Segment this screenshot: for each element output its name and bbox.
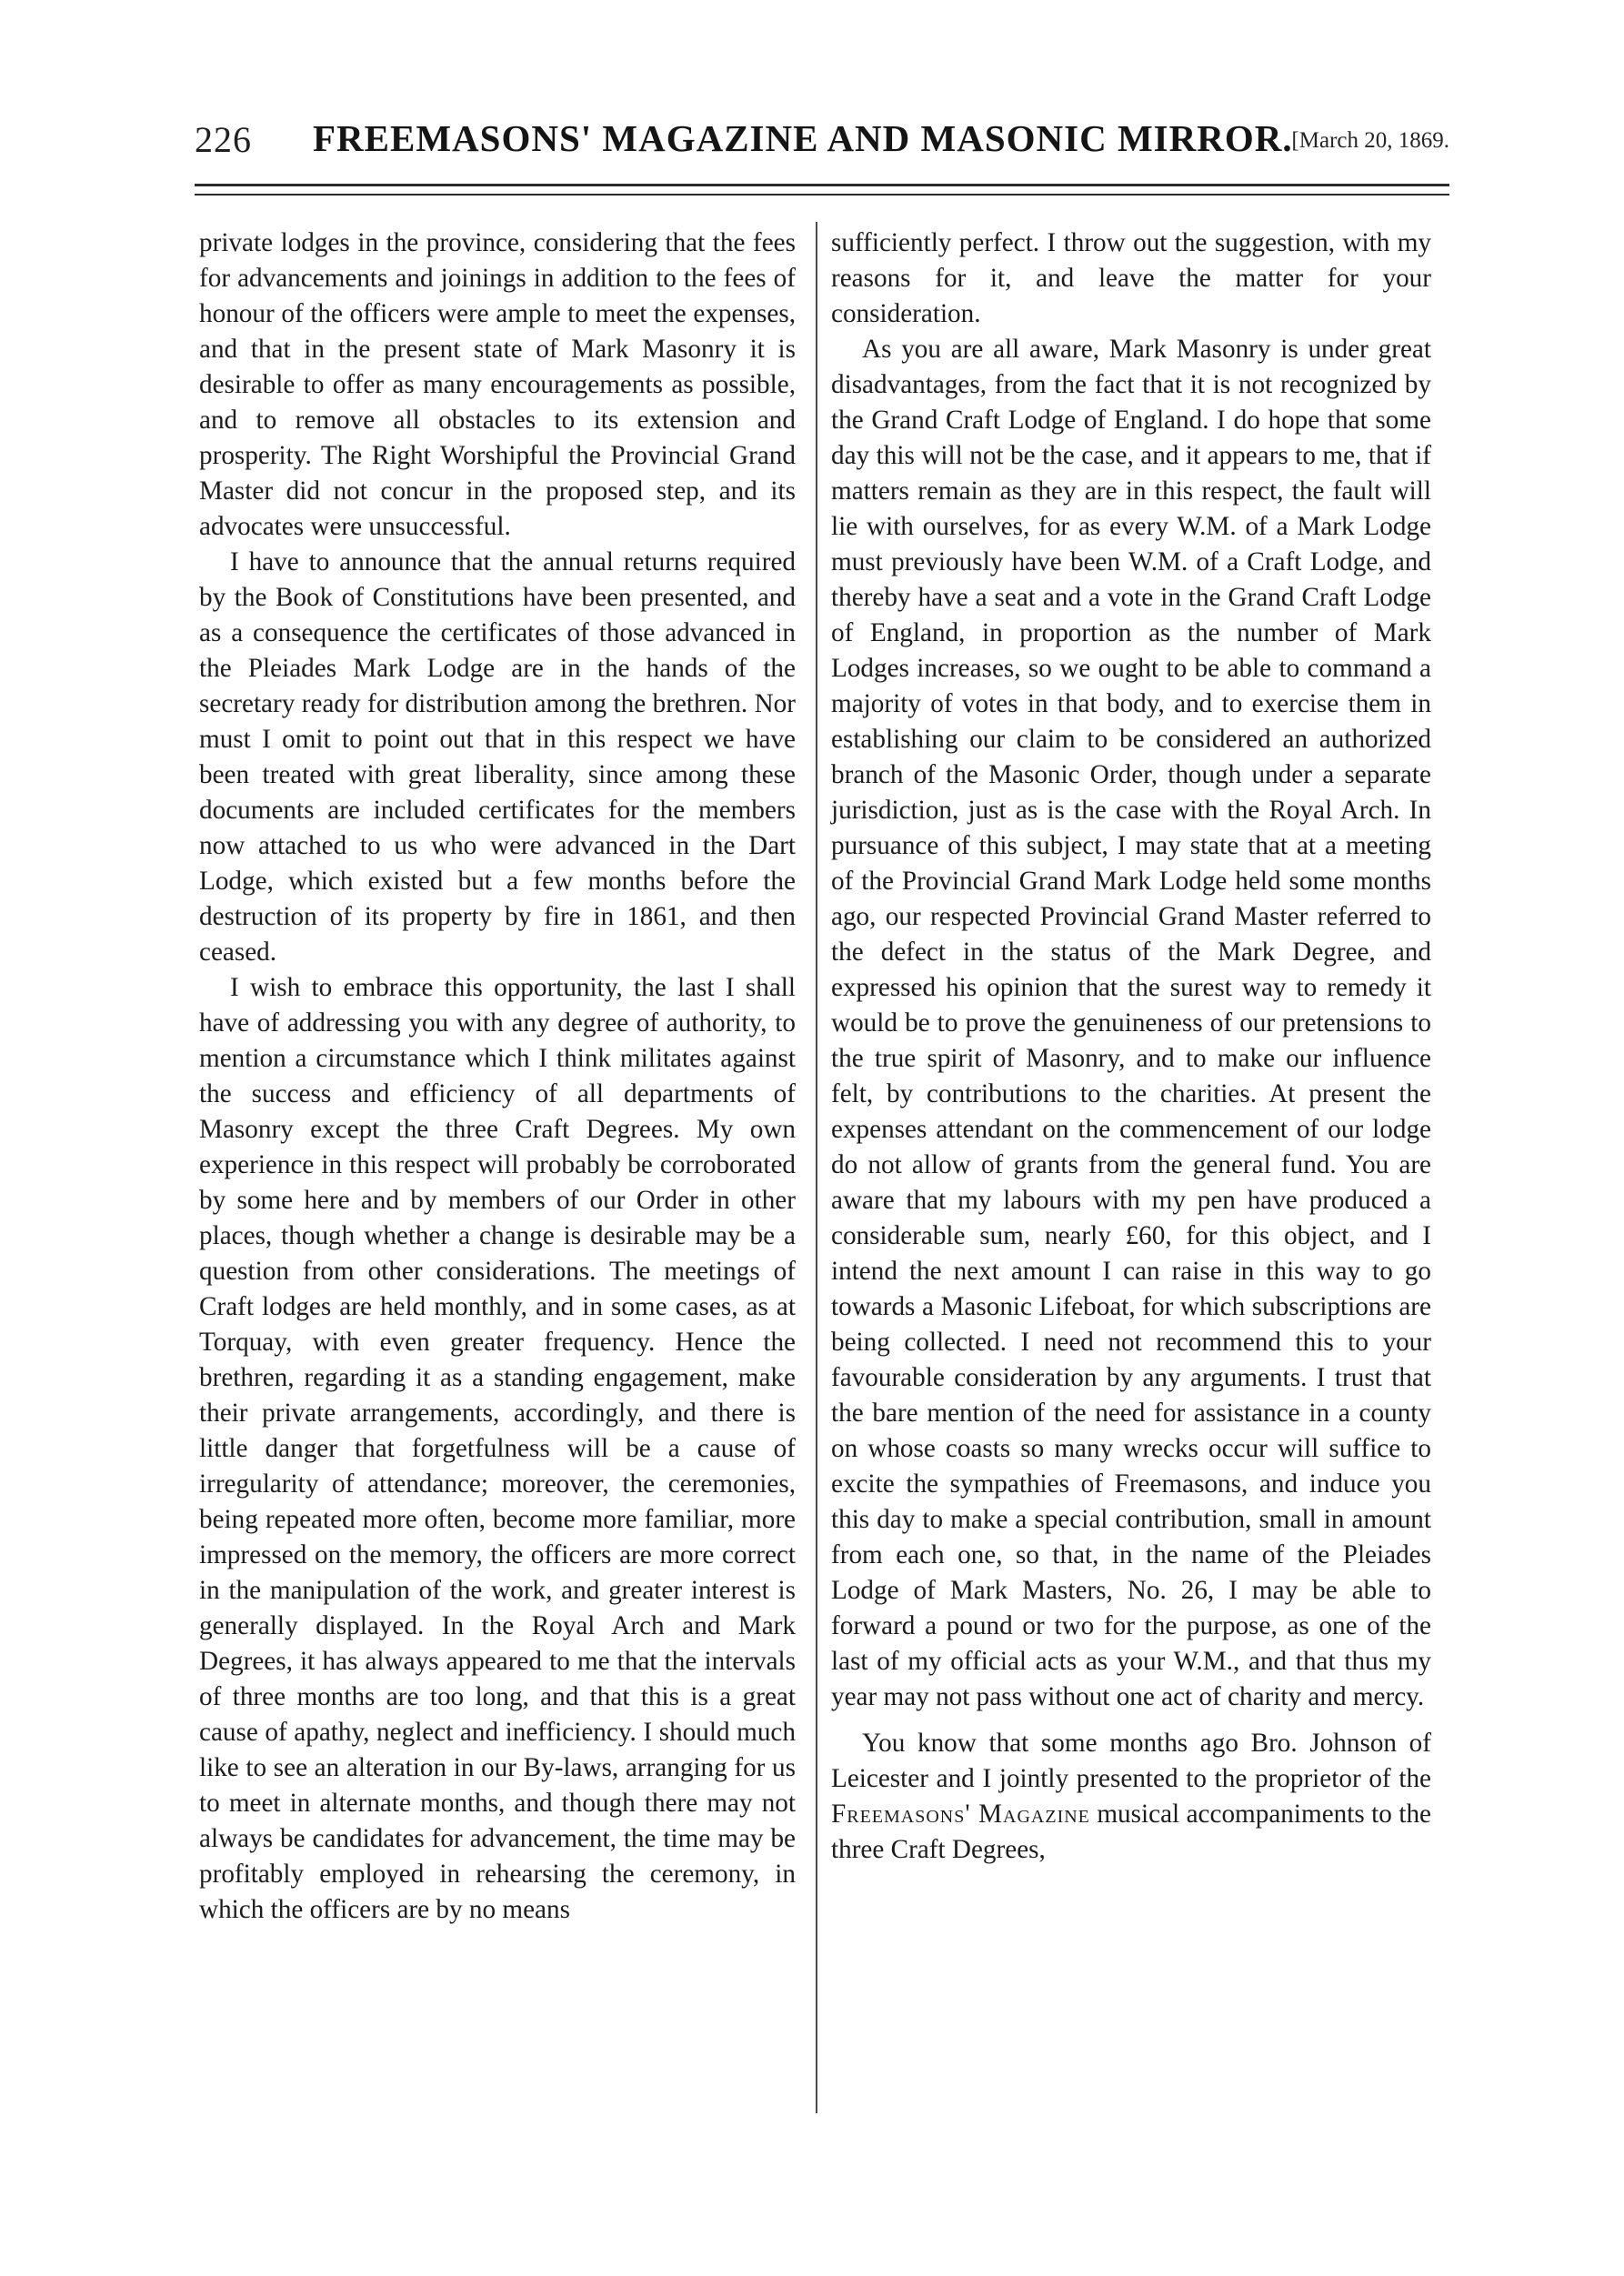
paragraph-text: You know that some months ago Bro. Johnson of Leicester and I jointly presented to the proprietor of the (831, 1729, 1431, 1793)
header-rule-bottom (195, 194, 1449, 196)
paragraph: sufficiently perfect. I throw out the suggestion, with my reasons for it, and leave the matter for your consideration. (831, 228, 1431, 328)
paragraph: As you are all aware, Mark Masonry is under great disadvantages, from the fact that it is not recognized by the Grand Craft Lodge of England. I do hope that some day this will not be the case, and it appears to me, that if matters remain as they are in this respect, the fault will lie with ourselves, for as every W.M. of a Mark Lodge must previously have been W.M. of a Craft Lodge, and thereby have a seat and a vote in the Grand Craft Lodge of England, in proportion as the number of Mark Lodges increases, so we ought to be able to command a majority of votes in that body, and to exercise them in establishing our claim to be considered an authorized branch of the Masonic Order, though under a separate jurisdiction, just as is the case with the Royal Arch. In pursuance of this subject, I may state that at a meeting of the Provincial Grand Mark Lodge held some months ago, our respected Provincial Grand Master referred to the defect in the status of the Mark Degree, and expressed his opinion that the surest way to remedy it would be to prove the genuineness of our pretensions to the true spirit of Masonry, and to make our influence felt, by contributions to the charities. At present the expenses attendant on the commencement of our lodge do not allow of grants from the general fund. You are aware that my labours with my pen have produced a considerable sum, nearly £60, for this object, and I intend the next amount I can raise in this way to go towards a Masonic Lifeboat, for which subscriptions are being collected. I need not recommend this to your favourable consideration by any arguments. I trust that the bare mention of the need for assistance in a county on whose coasts so many wrecks occur will suffice to excite the sympathies of Freemasons, and induce you this day to make a special contribution, small in amount from each one, so that, in the name of the Pleiades Lodge of Mark Masters, No. 26, I may be able to forward a pound or two for the purpose, as one of the last of my official acts as your W.M., and that thus my year may not pass without one act of charity and mercy. (831, 335, 1431, 1711)
paragraph (831, 1726, 1431, 1868)
column-divider (816, 222, 817, 2113)
running-title: FREEMASONS' MAGAZINE AND MASONIC MIRROR. (313, 117, 1293, 159)
paragraph: I wish to embrace this opportunity, the last I shall have of addressing you with any degree of authority, to mention a circumstance which I think militates against the success and efficiency of all departments of Masonry except the three Craft Degrees. My own experience in this respect will probably be corroborated by some here and by members of our Order in other places, though whether a change is desirable may be a question from other considerations. The meetings of Craft lodges are held monthly, and in some cases, as at Torquay, with even greater frequency. Hence the brethren, regarding it as a standing engagement, make their private arrangements, accordingly, and there is little danger that forgetfulness will be a cause of irregularity of attendance; moreover, the ceremonies, being repeated more often, become more familiar, more impressed on the memory, the officers are more correct in the manipulation of the work, and greater interest is generally displayed. In the Royal Arch and Mark Degrees, it has always appeared to me that the intervals of three months are too long, and that this is a great cause of apathy, neglect and inefficiency. I should much like to see an alteration in our By-laws, arranging for us to meet in alternate months, and though there may not always be candidates for advancement, the time may be profitably employed in rehearsing the ceremony, in which the officers are by no means (199, 973, 796, 1924)
page-number: 226 (195, 119, 252, 160)
page-header (195, 118, 1449, 182)
paragraph: private lodges in the province, considering that the fees for advancements and joinings in addition to the fees of honour of the officers were ample to meet the expenses, and that in the present state of Mark Masonry it is desirable to offer as many encouragements as possible, and to remove all obstacles to its extension and prosperity. The Right Worshipful the Provincial Grand Master did not concur in the proposed step, and its advocates were unsuccessful. (199, 228, 796, 541)
paragraph: I have to announce that the annual returns required by the Book of Constitutions have been presented, and as a consequence the certificates of those advanced in the Pleiades Mark Lodge are in the hands of the secretary ready for distribution among the brethren. Nor must I omit to point out that in this respect we have been treated with great liberality, since among these documents are included certificates for the members now attached to us who were advanced in the Dart Lodge, which existed but a few months before the destruction of its property by fire in 1861, and then ceased. (199, 547, 796, 967)
header-rule-top (195, 184, 1449, 186)
paragraph-text: musical accompaniments to the three Craft Degrees, (831, 1800, 1431, 1864)
magazine-title: Freemasons' Magazine (831, 1800, 1090, 1829)
left-column (199, 226, 796, 1928)
right-column (831, 226, 1431, 1868)
issue-date: [March 20, 1869. (1291, 128, 1449, 153)
